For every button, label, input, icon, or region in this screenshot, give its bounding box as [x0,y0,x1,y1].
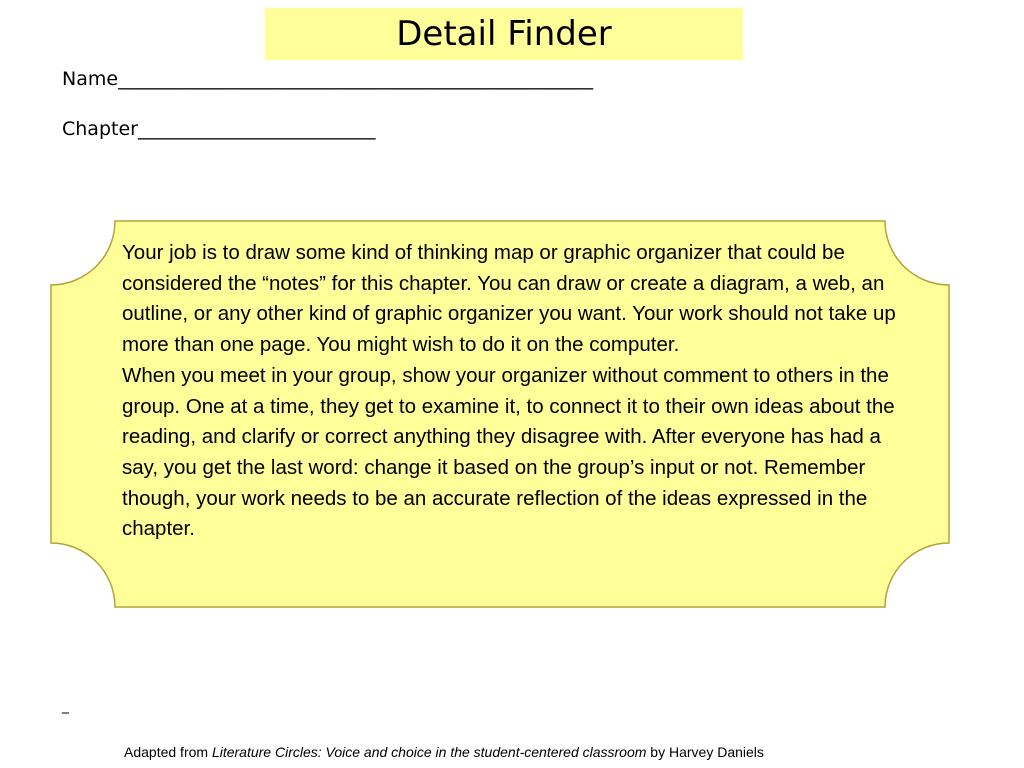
name-label: Name [62,68,119,90]
stray-dash: _ [62,698,69,714]
instructions-paragraph: Your job is to draw some kind of thinking map or graphic organizer that could be considered the “notes” for this chapter. You can draw or create a diagram, a web, an outline, or any other kind of graphic organizer you want. Your work should not take up more than one page. You might wish to do it on the computer. [122,241,896,357]
credit-book-title: Literature Circles: Voice and choice in the student-centered classroom [211,744,647,760]
chapter-field[interactable] [62,118,375,140]
instructions-paragraph: When you meet in your group, show your organizer without comment to others in the group. One at a time, they get to examine it, to connect it to their own ideas about the reading, and clarify or correct anything they disagree with. After everyone has had a say, you get the last word: change it based on the group’s input or not. Remember though, your work needs to be an accurate reflection of the ideas expressed in the chapter. [122,363,895,541]
title-banner [265,8,743,60]
instructions-text [122,238,922,545]
source-credit [124,744,764,760]
chapter-label: Chapter [62,118,138,140]
credit-prefix: Adapted from [124,744,212,760]
credit-author: by Harvey Daniels [646,744,764,760]
name-blank: __________________________________________________ [118,68,594,90]
name-field[interactable] [62,68,593,90]
instructions-plaque [50,220,950,608]
chapter-blank: _________________________ [137,118,376,140]
page-title: Detail Finder [396,14,612,54]
